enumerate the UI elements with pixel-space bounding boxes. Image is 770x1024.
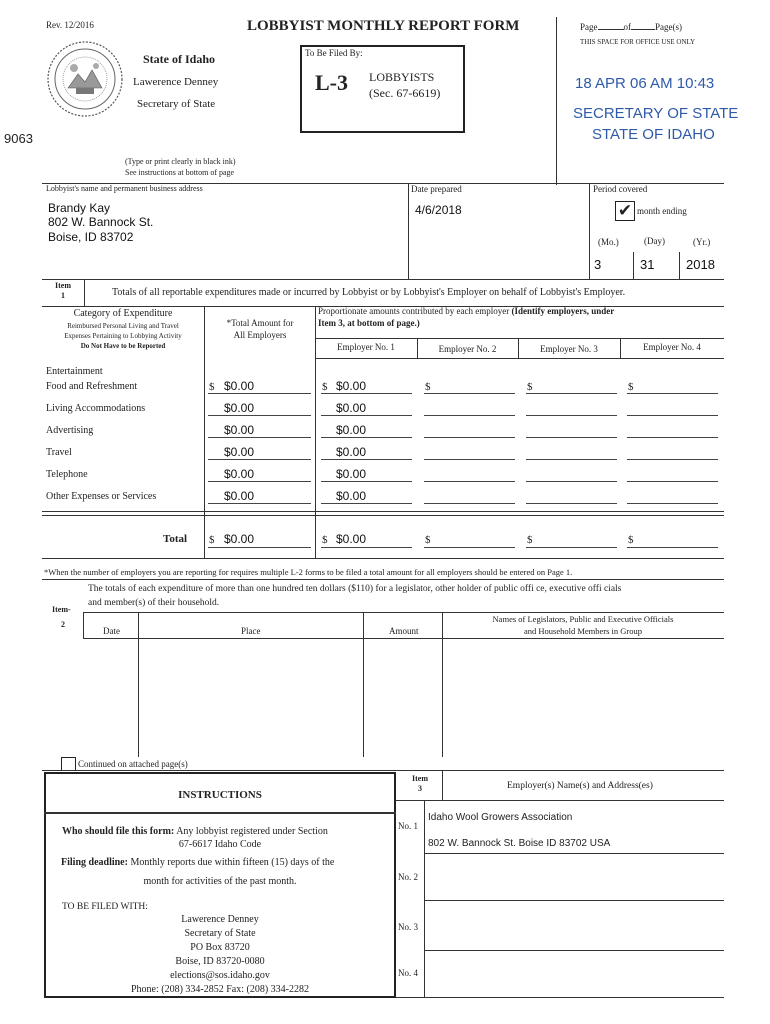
proportionate-header: Proportionate amounts contributed by each employer (Identify employers, under xyxy=(318,306,615,316)
filed-by-label: To Be Filed By: xyxy=(305,48,363,58)
expense-total-field[interactable]: $0.00 xyxy=(224,445,255,459)
proportionate-header-2: Item 3, at bottom of page.) xyxy=(318,318,420,328)
expense-employer1-field[interactable]: $0.00 xyxy=(336,379,367,393)
secretary-title: Secretary of State xyxy=(137,98,216,110)
expense-employer1-field[interactable]: $0.00 xyxy=(336,423,367,437)
received-stamp-line2: STATE OF IDAHO xyxy=(592,126,715,143)
form-type: LOBBYISTS xyxy=(369,70,435,84)
row-dollar-sign: $ xyxy=(628,381,634,393)
date-prepared-label: Date prepared xyxy=(411,184,462,194)
row-dollar-sign: $ xyxy=(209,381,215,393)
expense-category-label: Travel xyxy=(46,447,72,458)
item2-number: 2 xyxy=(61,620,65,629)
continued-checkbox[interactable] xyxy=(61,757,76,771)
form-section: (Sec. 67-6619) xyxy=(369,86,441,100)
revision-label: Rev. 12/2016 xyxy=(46,20,94,30)
continued-label: Continued on attached page(s) xyxy=(78,759,188,769)
form-title: LOBBYIST MONTHLY REPORT FORM xyxy=(247,18,520,34)
category-header: Category of Expenditure xyxy=(73,308,173,319)
total-emp3-dollar-sign: $ xyxy=(527,534,533,546)
period-year-field[interactable]: 2018 xyxy=(686,257,715,272)
employer1-name-field[interactable]: Idaho Wool Growers Association xyxy=(428,812,573,823)
item1-description: Totals of all reportable expenditures made or incurred by Lobbyist or by Lobbyist's Employer on behalf of Lobbyist's Employer. xyxy=(112,287,626,298)
item2-amount-col: Amount xyxy=(389,626,419,636)
item3-no3: No. 3 xyxy=(398,922,418,932)
item3-no2: No. 2 xyxy=(398,872,418,882)
total-label: Total xyxy=(163,533,188,545)
month-ending-checkbox[interactable]: ✔ xyxy=(615,201,635,221)
received-stamp-line1: SECRETARY OF STATE xyxy=(573,105,739,122)
filing-deadline-2: month for activities of the past month. xyxy=(143,876,297,887)
expense-employer1-field[interactable]: $0.00 xyxy=(336,489,367,503)
period-day-field[interactable]: 31 xyxy=(640,257,655,272)
employer-col-4: Employer No. 4 xyxy=(643,342,701,352)
total-all-employers-field[interactable]: $0.00 xyxy=(224,532,255,546)
filed-with-title: Secretary of State xyxy=(184,928,256,939)
item2-names-col-1: Names of Legislators, Public and Executive Officials xyxy=(492,614,674,624)
secretary-name: Lawerence Denney xyxy=(133,76,219,88)
filed-with-email[interactable]: elections@sos.idaho.gov xyxy=(170,970,270,981)
office-use-label: THIS SPACE FOR OFFICE USE ONLY xyxy=(580,38,696,46)
item2-description-1: The totals of each expenditure of more than one hundred ten dollars ($110) for a legislator, other holder of public offi ce, executive offi cials xyxy=(88,584,622,594)
item3-label: Item 3 xyxy=(412,774,428,793)
received-stamp-datetime: 18 APR 06 AM 10:43 xyxy=(575,75,715,92)
month-ending-label: month ending xyxy=(637,206,687,216)
year-label: (Yr.) xyxy=(693,237,711,247)
employer-col-1: Employer No. 1 xyxy=(337,342,395,352)
expense-category-label: Other Expenses or Services xyxy=(46,491,157,502)
total-header-2: All Employers xyxy=(233,330,287,340)
lobbyist-address-label: Lobbyist's name and permanent business address xyxy=(46,184,203,193)
day-label: (Day) xyxy=(644,236,665,246)
date-prepared-field[interactable]: 4/6/2018 xyxy=(415,203,462,217)
state-name: State of Idaho xyxy=(143,52,216,66)
month-label: (Mo.) xyxy=(598,237,619,247)
item3-no1: No. 1 xyxy=(398,821,418,831)
lobbyist-address2-field[interactable]: Boise, ID 83702 xyxy=(48,230,134,244)
filed-with-label: TO BE FILED WITH: xyxy=(62,902,148,912)
expense-employer1-field[interactable]: $0.00 xyxy=(336,401,367,415)
item1-label: Item 1 xyxy=(55,281,71,300)
item3-no4: No. 4 xyxy=(398,968,418,978)
filed-with-phone: Phone: (208) 334-2852 Fax: (208) 334-2282 xyxy=(130,984,310,995)
expense-category-label: Telephone xyxy=(46,469,88,480)
lobbyist-address1-field[interactable]: 802 W. Bannock St. xyxy=(48,215,154,229)
total-employer1-field[interactable]: $0.00 xyxy=(336,532,367,546)
item2-date-col: Date xyxy=(103,626,120,636)
instructions-note: See instructions at bottom of page xyxy=(125,168,235,177)
total-header-1: *Total Amount for xyxy=(226,318,294,328)
filed-with-city: Boise, ID 83720-0080 xyxy=(175,956,265,967)
lobbyist-name-field[interactable]: Brandy Kay xyxy=(48,201,111,215)
expense-category-label: Advertising xyxy=(46,425,94,436)
item2-place-col: Place xyxy=(241,626,261,636)
expense-employer1-field[interactable]: $0.00 xyxy=(336,445,367,459)
print-note: (Type or print clearly in black ink) xyxy=(125,157,236,166)
item3-header: Employer(s) Name(s) and Address(es) xyxy=(507,781,653,791)
row-dollar-sign: $ xyxy=(425,381,431,393)
who-should-file: Who should file this form: Any lobbyist registered under Section xyxy=(62,826,328,837)
expense-total-field[interactable]: $0.00 xyxy=(224,423,255,437)
item2-label: Item- xyxy=(52,605,71,614)
expense-category-label: Living Accommodations xyxy=(46,403,146,414)
employer-col-3: Employer No. 3 xyxy=(540,344,598,354)
row-dollar-sign: $ xyxy=(527,381,533,393)
total-emp2-dollar-sign: $ xyxy=(425,534,431,546)
period-month-field[interactable]: 3 xyxy=(594,257,602,272)
side-number: 9063 xyxy=(4,131,33,146)
idaho-state-seal-icon xyxy=(46,40,124,118)
total-emp1-dollar-sign: $ xyxy=(322,534,328,546)
category-note-3: Do Not Have to be Reported xyxy=(80,342,166,350)
filing-deadline: Filing deadline: Monthly reports due within fifteen (15) days of the xyxy=(61,857,335,868)
item2-names-col-2: and Household Members in Group xyxy=(523,626,643,636)
total-dollar-sign: $ xyxy=(209,534,215,546)
period-covered-label: Period covered xyxy=(593,184,648,194)
employer-col-2: Employer No. 2 xyxy=(438,344,497,354)
entertainment-label: Entertainment xyxy=(46,366,103,377)
item2-description-2: and member(s) of their household. xyxy=(88,598,220,608)
employer1-address-field[interactable]: 802 W. Bannock St. Boise ID 83702 USA xyxy=(428,838,611,849)
category-note-2: Expenses Pertaining to Lobbying Activity xyxy=(64,332,182,340)
instructions-title: INSTRUCTIONS xyxy=(178,789,262,801)
category-note-1: Reimbursed Personal Living and Travel xyxy=(67,322,179,330)
filed-with-name: Lawerence Denney xyxy=(181,914,259,925)
expense-total-field[interactable]: $0.00 xyxy=(224,401,255,415)
expense-employer1-field[interactable]: $0.00 xyxy=(336,467,367,481)
expense-category-label: Food and Refreshment xyxy=(46,381,138,392)
form-code: L-3 xyxy=(315,70,348,95)
filed-with-pobox: PO Box 83720 xyxy=(190,942,250,953)
total-emp4-dollar-sign: $ xyxy=(628,534,634,546)
page-of-pages: Page of Page(s) xyxy=(580,22,682,32)
expense-total-field[interactable]: $0.00 xyxy=(224,489,255,503)
item1-footnote: *When the number of employers you are reporting for requires multiple L-2 forms to be filed a total amount for all employers should be entered on Page 1. xyxy=(44,567,573,577)
expense-total-field[interactable]: $0.00 xyxy=(224,467,255,481)
expense-total-field[interactable]: $0.00 xyxy=(224,379,255,393)
row-dollar-sign: $ xyxy=(322,381,328,393)
who-should-file-2: 67-6617 Idaho Code xyxy=(178,839,262,850)
